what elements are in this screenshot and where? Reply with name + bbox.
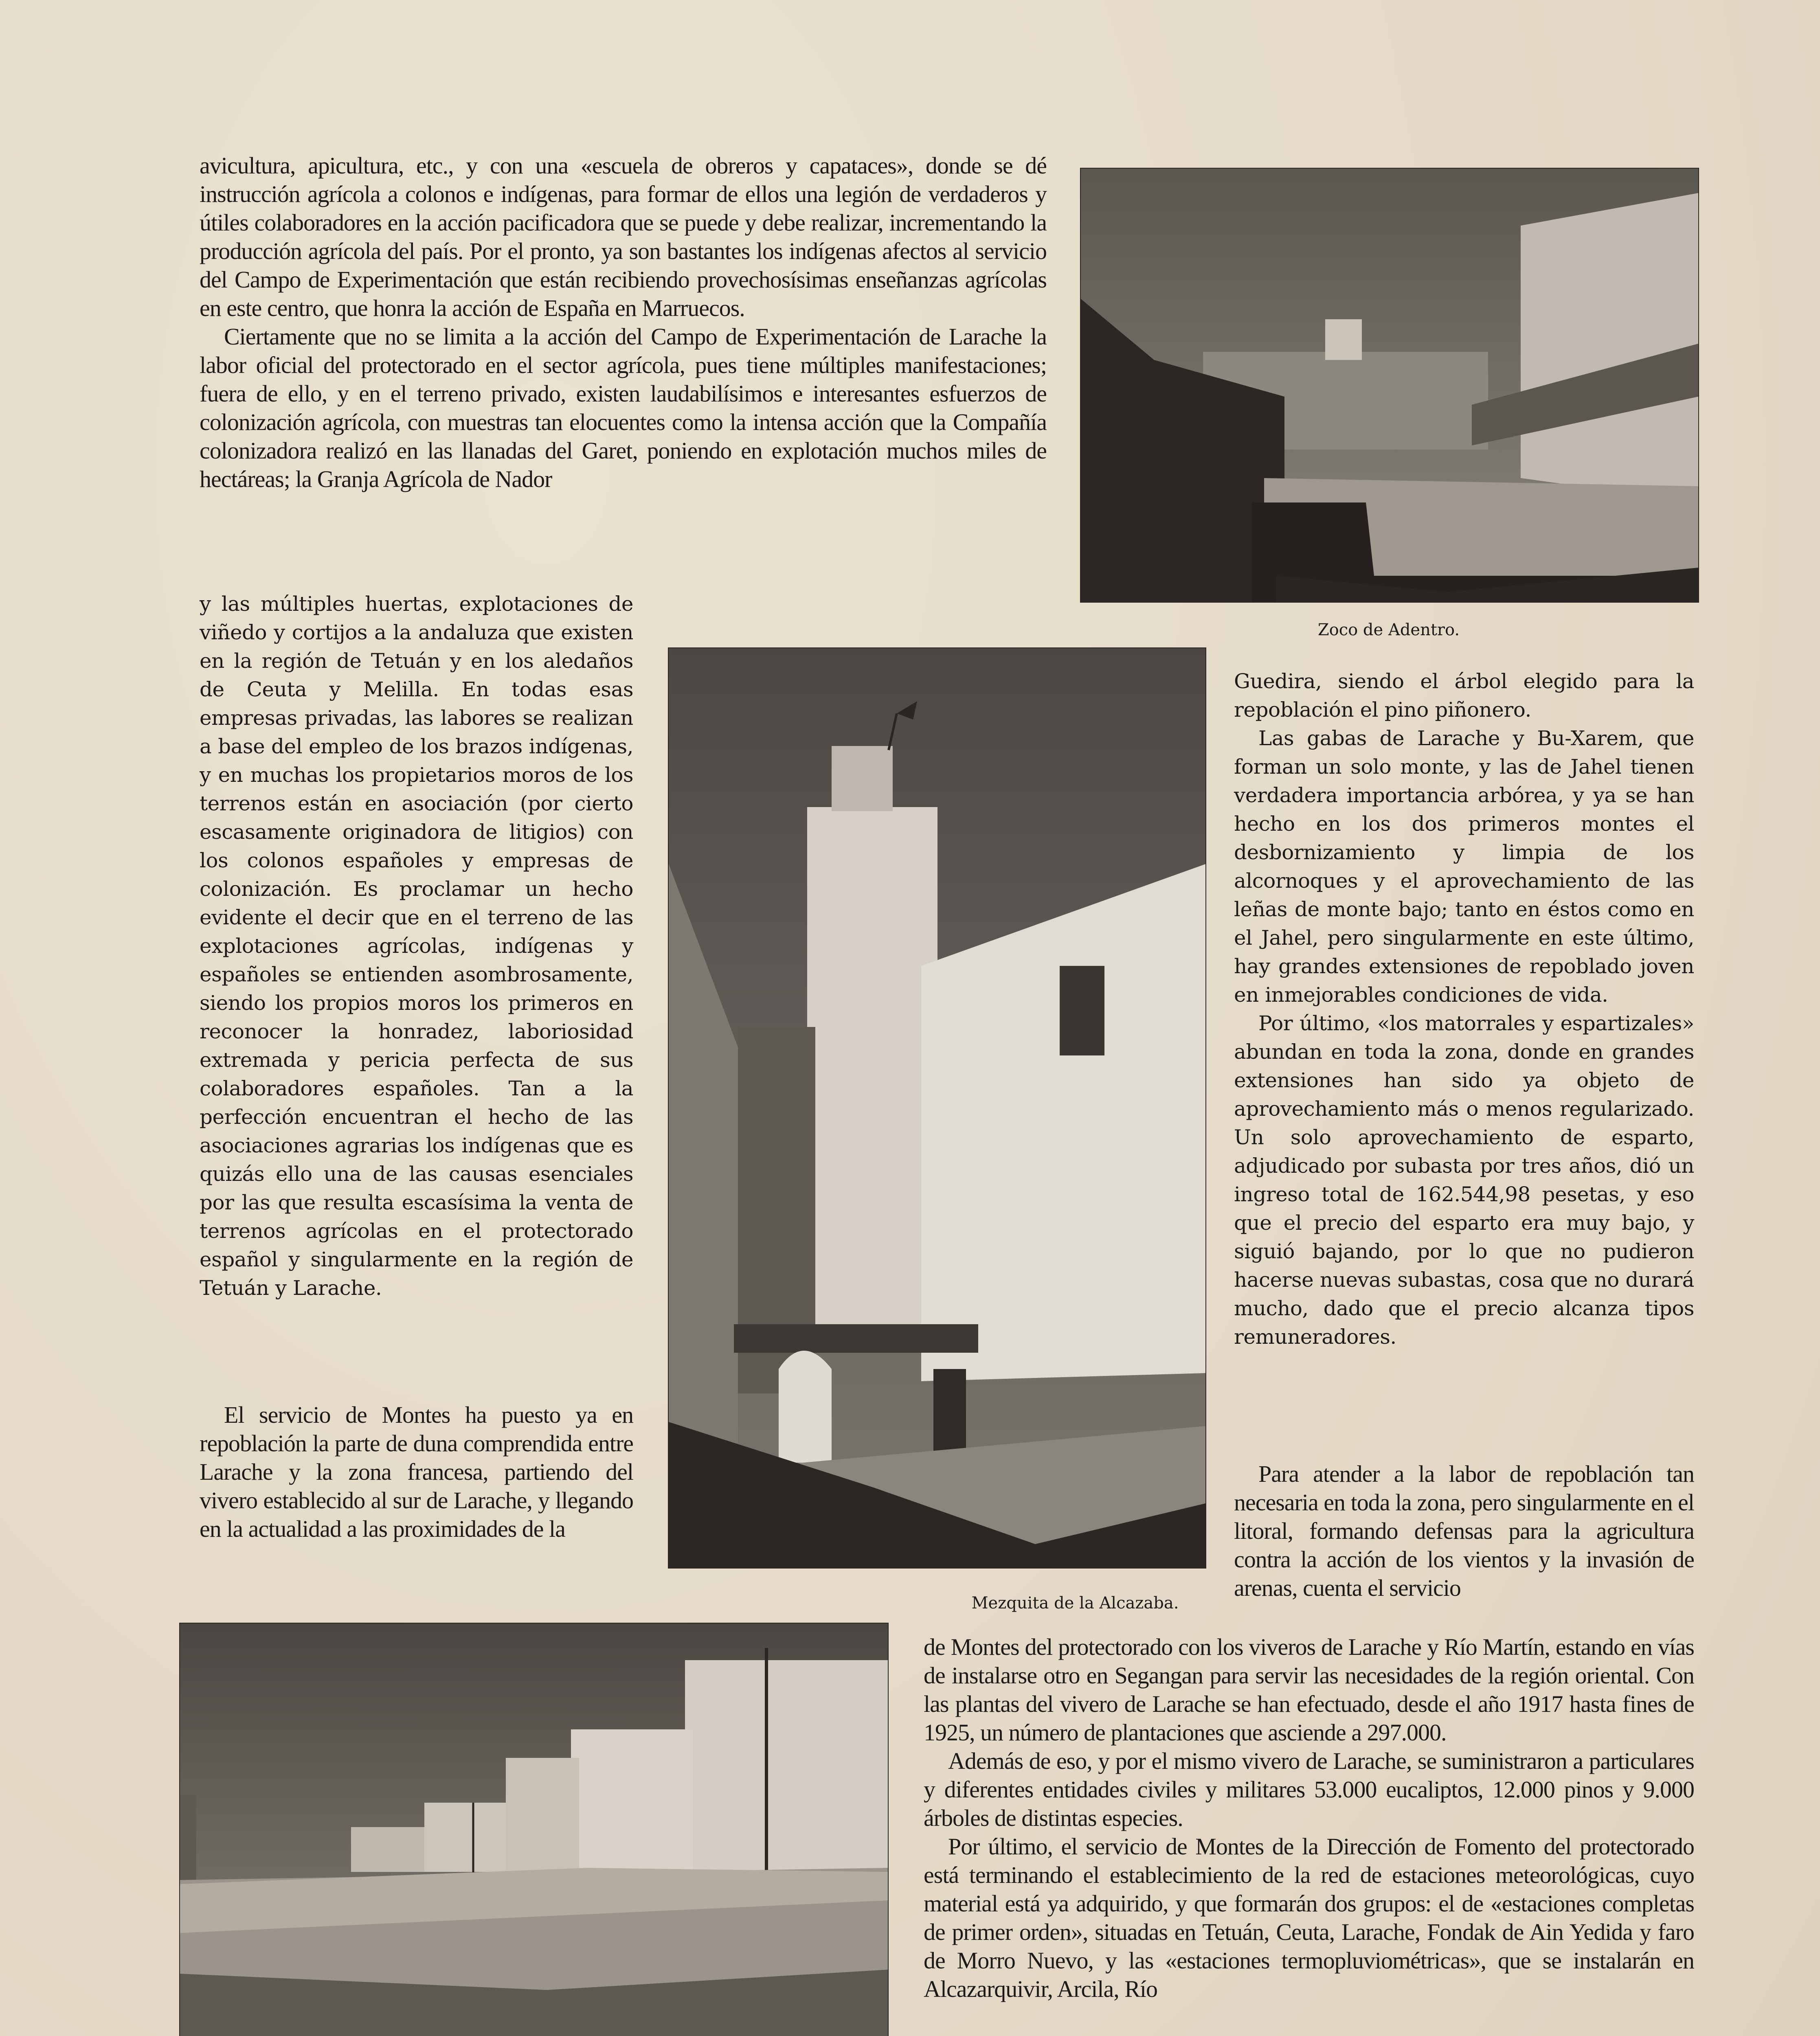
- article-left-column-montes: [200, 1401, 633, 1543]
- article-left-column: [200, 590, 633, 1302]
- article-top-block: [200, 151, 1047, 494]
- paragraph: avicultura, apicultura, etc., y con una «escuela de obreros y capataces», donde se dé instrucción agrícola a colonos e indígenas, para formar de ellos una legión de verdaderos y útiles colaboradores en la acción pacificadora que se puede y debe realizar, incrementando la producción agrícola del país. Por el pronto, ya son bastantes los indígenas afectos al servicio del Campo de Experimentación que están recibiendo provechosísimas enseñanzas agrícolas en este centro, que honra la acción de España en Marruecos.: [200, 152, 1047, 321]
- paragraph: El servicio de Montes ha puesto ya en repoblación la parte de duna comprendida entre Larache y la zona francesa, partiendo del vivero establecido al sur de Larache, y llegando en la actualidad a las proximidades de la: [200, 1402, 633, 1542]
- paragraph: Guedira, siendo el árbol elegido para la repoblación el pino piñonero.: [1234, 669, 1694, 722]
- paragraph: Además de eso, y por el mismo vivero de Larache, se suministraron a particulares y diferentes entidades civiles y militares 53.000 eucaliptos, 12.000 pinos y 9.000 árboles de distintas especies.: [924, 1748, 1694, 1831]
- paragraph: y las múltiples huertas, explotaciones de viñedo y cortijos a la andaluza que existen en la región de Tetuán y en los aledaños de Ceuta y Melilla. En todas esas empresas privadas, las labores se realizan a base del empleo de los brazos indígenas, y en muchas los propietarios moros de los terrenos están en asociación (por cierto escasamente originadora de litigios) con los colonos españoles y empresas de colonización. Es proclamar un hecho evidente el decir que en el terreno de las explotaciones agrícolas, indígenas y españoles se entienden asombrosamente, siendo los propios moros los primeros en reconocer la honradez, laboriosidad extremada y pericia perfecta de sus colaboradores españoles. Tan a la perfección encuentran el hecho de las asociaciones agrarias los indígenas que es quizás ello una de las causas esenciales por las que resulta escasísima la venta de terrenos agrícolas en el protectorado español y singularmente en la región de Tetuán y Larache.: [200, 592, 633, 1300]
- article-bottom-block: [924, 1633, 1694, 2003]
- paragraph: Para atender a la labor de repoblación tan necesaria en toda la zona, pero singularmente en el litoral, formando defensas para la agricultura contra la acción de los vientos y la invasión de arenas, cuenta el servicio: [1234, 1461, 1694, 1601]
- paragraph: Ciertamente que no se limita a la acción del Campo de Experimentación de Larache la labor oficial del protectorado en el sector agrícola, pues tiene múltiples manifestaciones; fuera de ello, y en el terreno privado, existen laudabilísimos e interesantes esfuerzos de colonización agrícola, con muestras tan elocuentes como la intensa acción que la Compañía colonizadora realizó en las llanadas del Garet, poniendo en explotación muchos miles de hectáreas; la Granja Agrícola de Nador: [200, 323, 1047, 492]
- paragraph: Por último, «los matorrales y espartizales» abundan en toda la zona, donde en grandes extensiones han sido ya objeto de aprovechamiento más o menos regularizado. Un solo aprovechamiento de esparto, adjudicado por subasta por tres años, dió un ingreso total de 162.544,98 pesetas, y eso que el precio del esparto era muy bajo, y siguió bajando, por lo que no pudieron hacerse nuevas subastas, cosa que no durará mucho, dado que el precio alcanza tipos remuneradores.: [1234, 1011, 1694, 1349]
- paragraph: de Montes del protectorado con los viveros de Larache y Río Martín, estando en vías de instalarse otro en Segangan para servir las necesidades de la región oriental. Con las plantas del vivero de Larache se han efectuado, desde el año 1917 hasta fines de 1925, un número de plantaciones que asciende a 297.000.: [924, 1634, 1694, 1746]
- caption-zoco-de-adentro: Zoco de Adentro.: [1317, 621, 1460, 639]
- article-right-narrow: [1234, 1460, 1694, 1602]
- paragraph: Las gabas de Larache y Bu-Xarem, que forman un solo monte, y las de Jahel tienen verdadera importancia arbórea, y ya se han hecho en los dos primeros montes el desbornizamiento y limpia de los alcornoques y el aprovechamiento de las leñas de monte bajo; tanto en éstos como en el Jahel, pero singularmente en este último, hay grandes extensiones de repoblado joven en inmejorables condiciones de vida.: [1234, 726, 1694, 1007]
- article-right-column: [1234, 667, 1694, 1351]
- photo-mezquita-de-la-alcazaba: [668, 647, 1206, 1569]
- caption-mezquita-de-la-alcazaba: Mezquita de la Alcazaba.: [971, 1594, 1179, 1613]
- photo-calle-del-ensanche: [179, 1623, 889, 2036]
- paragraph: Por último, el servicio de Montes de la Dirección de Fomento del protectorado está terminando el establecimiento de la red de estaciones meteorológicas, cuyo material está ya adquirido, y que formarán dos grupos: el de «estaciones completas de primer orden», situadas en Tetuán, Ceuta, Larache, Fondak de Ain Yedida y faro de Morro Nuevo, y las «estaciones termopluviométricas», que se instalarán en Alcazarquivir, Arcila, Río: [924, 1833, 1694, 2002]
- photo-zoco-de-adentro: [1080, 168, 1699, 603]
